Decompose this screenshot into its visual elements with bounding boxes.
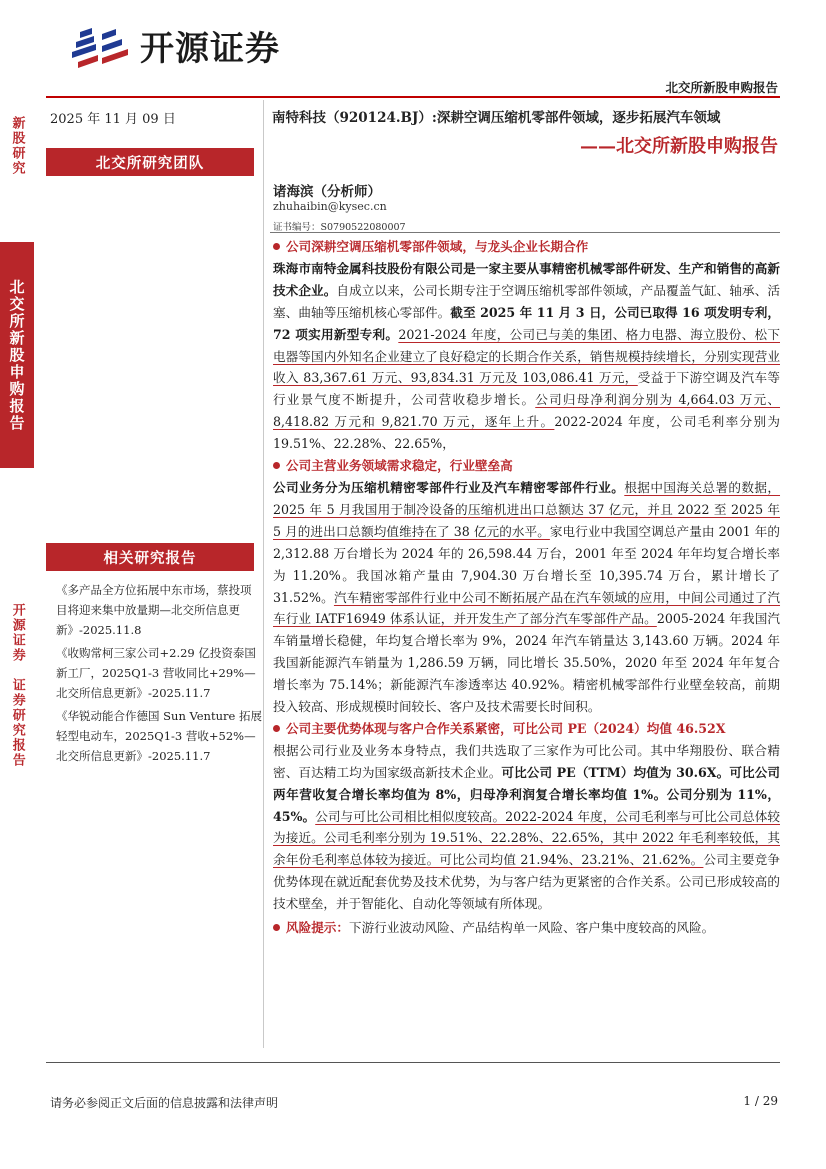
section-heading-3: 公司主要优势体现与客户合作关系紧密，可比公司 PE（2024）均值 46.52X: [273, 718, 780, 740]
report-title: 南特科技（920124.BJ）:深耕空调压缩机零部件领域，逐步拓展汽车领域: [272, 110, 721, 126]
section-paragraph-3: 根据公司行业及业务本身特点，我们共选取了三家作为可比公司。其中华翔股份、联合精密、百达精工均为国家级高新技术企业。可比公司 PE（TTM）均值为 30.6X。可比公司两年营收复合增长率均值为 8%，归母净利润复合增长率均值 1%。公司分别为 11%，45%。公司与可比公司相比相似度较高。2022-2024 年度，公司毛利率与可比公司总体较为接近。公司毛利率分别为 19.51%、22.28%、22.65%，其中 2022 年毛利率较低，其余年份毛利率总体较为接近。可比公司均值 21.94%、23.21%、21.62%。公司主要竞争优势体现在就近配套优势及技术优势，为与客户结为更紧密的合作关系。公司已形成较高的技术壁垒，并于智能化、自动化等领域有所体现。: [273, 742, 780, 912]
report-subtitle: ——北交所新股申购报告: [580, 136, 778, 157]
team-label: 北交所研究团队: [46, 148, 254, 176]
side-tab-top: [0, 86, 34, 206]
side-tab-middle-label: 北交所新股申购报告: [7, 278, 26, 432]
report-body: [273, 236, 780, 939]
bullet-icon: [273, 924, 280, 931]
bullet-icon: [273, 462, 280, 469]
side-tab-top-label: 新股研究: [9, 116, 25, 176]
analyst-name: 诸海滨（分析师）: [273, 184, 381, 200]
footer-rule: [46, 1062, 780, 1063]
kaiyuan-logo-icon: [72, 24, 134, 70]
section-paragraph-2: 公司业务分为压缩机精密零部件行业及汽车精密零部件行业。根据中国海关总署的数据，2025 年 5 月我国用于制冷设备的压缩机进出口总额达 37 亿元，并且 2022 至 2025 年 5 月的进出口总额均值维持在了 38 亿元的水平。家电行业中我国空调总产量由 2001 年的 2,312.88 万台增长为 2024 年的 26,598.44 万台，2001 年至 2024 年年均复合增长率为 11.20%。我国冰箱产量由 7,904.30 万台增长至 10,395.74 万台，累计增长了 31.52%。汽车精密零部件行业中公司不断拓展产品在汽车领域的应用，中间公司通过了汽车行业 IATF16949 体系认证，并开发生产了部分汽车零部件产品。2005-2024 年我国汽车销量增长稳健，年均复合增长率为 9%，2024 年汽车销量达 3,143.60 万辆。2024 年我国新能源汽车销量为 1,286.59 万辆，同比增长 35.50%，2020 年至 2024 年年复合增长率为 75.14%；新能源汽车渗透率达 40.92%。精密机械零部件行业壁垒较高，前期投入较高、形成规模时间较长、客户及技术需要长时间积。: [273, 479, 781, 715]
side-tab-middle: [0, 242, 34, 468]
analyst-cert: 证书编号：S0790522080007: [273, 222, 406, 233]
report-date: 2025 年 11 月 09 日: [50, 112, 176, 127]
related-report-item[interactable]: 《华锐动能合作德国 Sun Venture 拓展轻型电动车，2025Q1-3 营收+52%—北交所信息更新》-2025.11.7: [56, 709, 262, 763]
bullet-icon: [273, 243, 280, 250]
header-report-type: 北交所新股申购报告: [665, 80, 778, 95]
related-report-item[interactable]: 《多产品全方位拓展中东市场，蔡投项目将迎来集中放量期—北交所信息更新》-2025.11.8: [56, 583, 252, 637]
title-separator: [270, 232, 780, 233]
section-heading-1: 公司深耕空调压缩机零部件领域，与龙头企业长期合作: [273, 236, 780, 258]
bullet-icon: [273, 725, 280, 732]
header-rule: [46, 96, 780, 98]
risk-note: 风险提示：下游行业波动风险、产品结构单一风险、客户集中度较高的风险。: [273, 917, 780, 939]
section-paragraph-1: 珠海市南特金属科技股份有限公司是一家主要从事精密机械零部件研发、生产和销售的高新技术企业。自成立以来，公司长期专注于空调压缩机零部件领域，产品覆盖气缸、轴承、活塞、曲轴等压缩机核心零部件。截至 2025 年 11 月 3 日，公司已取得 16 项发明专利，72 项实用新型专利。2021-2024 年度，公司已与美的集团、格力电器、海立股份、松下电器等国内外知名企业建立了良好稳定的长期合作关系，销售规模持续增长，分别实现营业收入 83,367.61 万元、93,834.31 万元及 103,086.41 万元，受益于下游空调及汽车等行业景气度不断提升，公司营收稳步增长。公司归母净利润分别为 4,664.03 万元、8,418.82 万元和 9,821.70 万元，逐年上升。2022-2024 年度，公司毛利率分别为 19.51%、22.28%、22.65%，: [273, 260, 781, 452]
page-number: 1 / 29: [743, 1094, 778, 1108]
related-reports-list: [56, 580, 262, 769]
section-heading-2: 公司主营业务领域需求稳定，行业壁垒高: [273, 455, 780, 477]
side-tab-bottom: [0, 590, 34, 780]
related-reports-label: 相关研究报告: [46, 543, 254, 571]
analyst-email[interactable]: zhuhaibin@kysec.cn: [273, 200, 387, 213]
logo-text: 开源证券: [140, 29, 280, 69]
related-report-item[interactable]: 《收购常柯三家公司+2.29 亿投资泰国新工厂，2025Q1-3 营收同比+29%—北交所信息更新》-2025.11.7: [56, 646, 256, 700]
side-tab-bottom-label: 开源证券 证券研究报告: [9, 602, 25, 768]
column-divider: [263, 100, 264, 1048]
footer-disclaimer: 请务必参阅正文后面的信息披露和法律声明: [50, 1096, 279, 1110]
